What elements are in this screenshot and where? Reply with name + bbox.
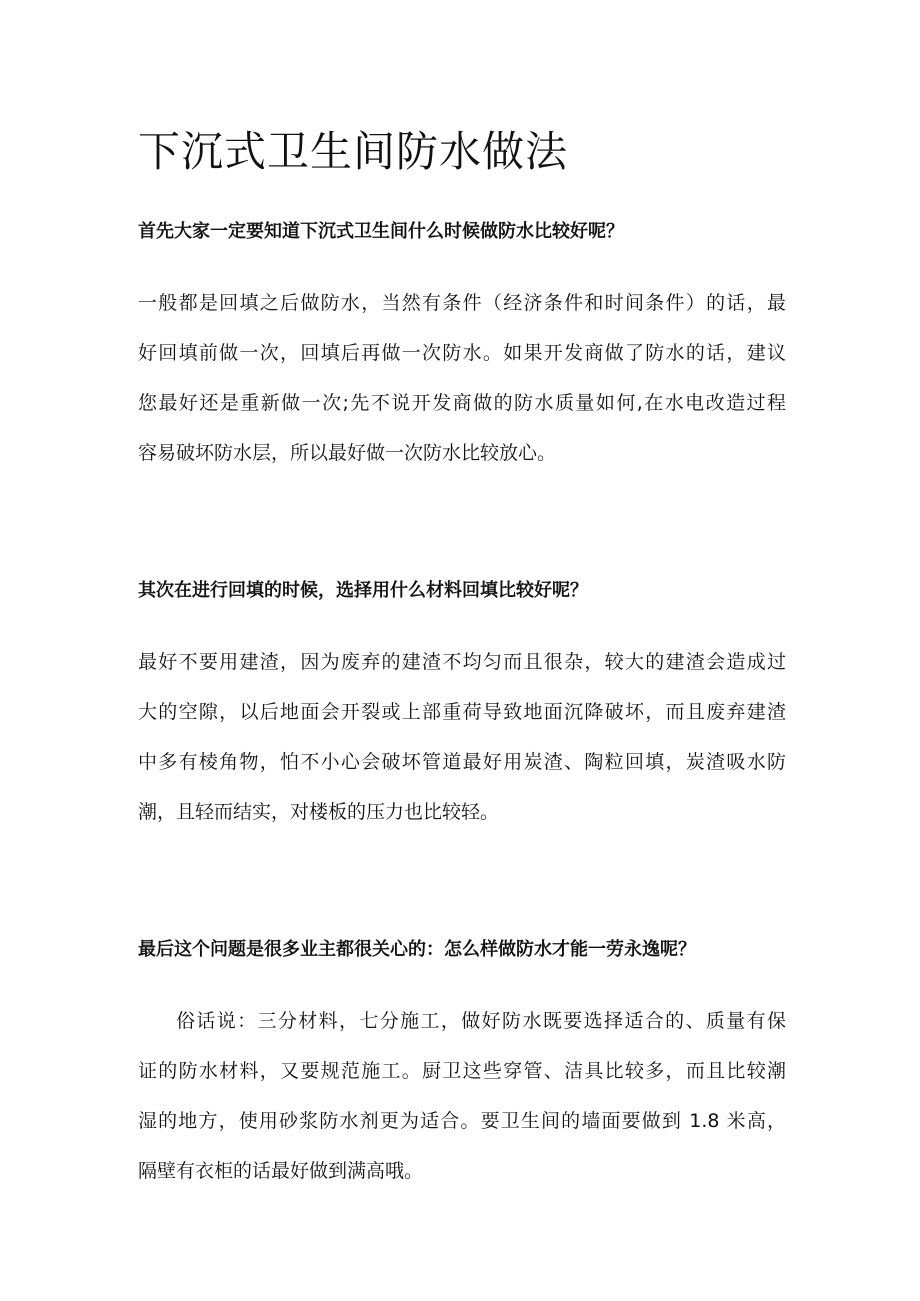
paragraph-line: 好回填前做一次，回填后再做一次防水。如果开发商做了防水的话，建议 bbox=[138, 342, 786, 364]
paragraph-line: 中多有棱角物，怕不小心会破坏管道最好用炭渣、陶粒回填，炭渣吸水防 bbox=[138, 751, 786, 773]
section-heading-1: 首先大家一定要知道下沉式卫生间什么时候做防水比较好呢？ bbox=[138, 221, 624, 242]
paragraph-line: 俗话说：三分材料，七分施工，做好防水既要选择适合的、质量有保 bbox=[176, 1010, 786, 1032]
paragraph-line: 隔壁有衣柜的话最好做到满高哦。 bbox=[138, 1160, 424, 1182]
section-paragraph-1 bbox=[138, 286, 786, 486]
paragraph-line: 证的防水材料，又要规范施工。厨卫这些穿管、洁具比较多，而且比较潮 bbox=[138, 1060, 786, 1082]
section-paragraph-2 bbox=[138, 645, 786, 845]
paragraph-line: 一般都是回填之后做防水，当然有条件（经济条件和时间条件）的话，最 bbox=[138, 292, 786, 314]
paragraph-line: 大的空隙，以后地面会开裂或上部重荷导致地面沉降破坏，而且废弃建渣 bbox=[138, 701, 786, 723]
paragraph-line: 容易破坏防水层，所以最好做一次防水比较放心。 bbox=[138, 442, 557, 464]
paragraph-line: 湿的地方，使用砂浆防水剂更为适合。要卫生间的墙面要做到 1.8 米高， bbox=[138, 1110, 786, 1132]
paragraph-line: 潮，且轻而结实，对楼板的压力也比较轻。 bbox=[138, 801, 500, 823]
paragraph-line: 您最好还是重新做一次;先不说开发商做的防水质量如何,在水电改造过程 bbox=[138, 392, 786, 414]
paragraph-line: 最好不要用建渣，因为废弃的建渣不均匀而且很杂，较大的建渣会造成过 bbox=[138, 651, 786, 673]
section-heading-2: 其次在进行回填的时候，选择用什么材料回填比较好呢？ bbox=[138, 580, 588, 601]
section-paragraph-3 bbox=[138, 1004, 786, 1204]
section-heading-3: 最后这个问题是很多业主都很关心的：怎么样做防水才能一劳永逸呢？ bbox=[138, 939, 696, 960]
document-title: 下沉式卫生间防水做法 bbox=[138, 127, 569, 176]
